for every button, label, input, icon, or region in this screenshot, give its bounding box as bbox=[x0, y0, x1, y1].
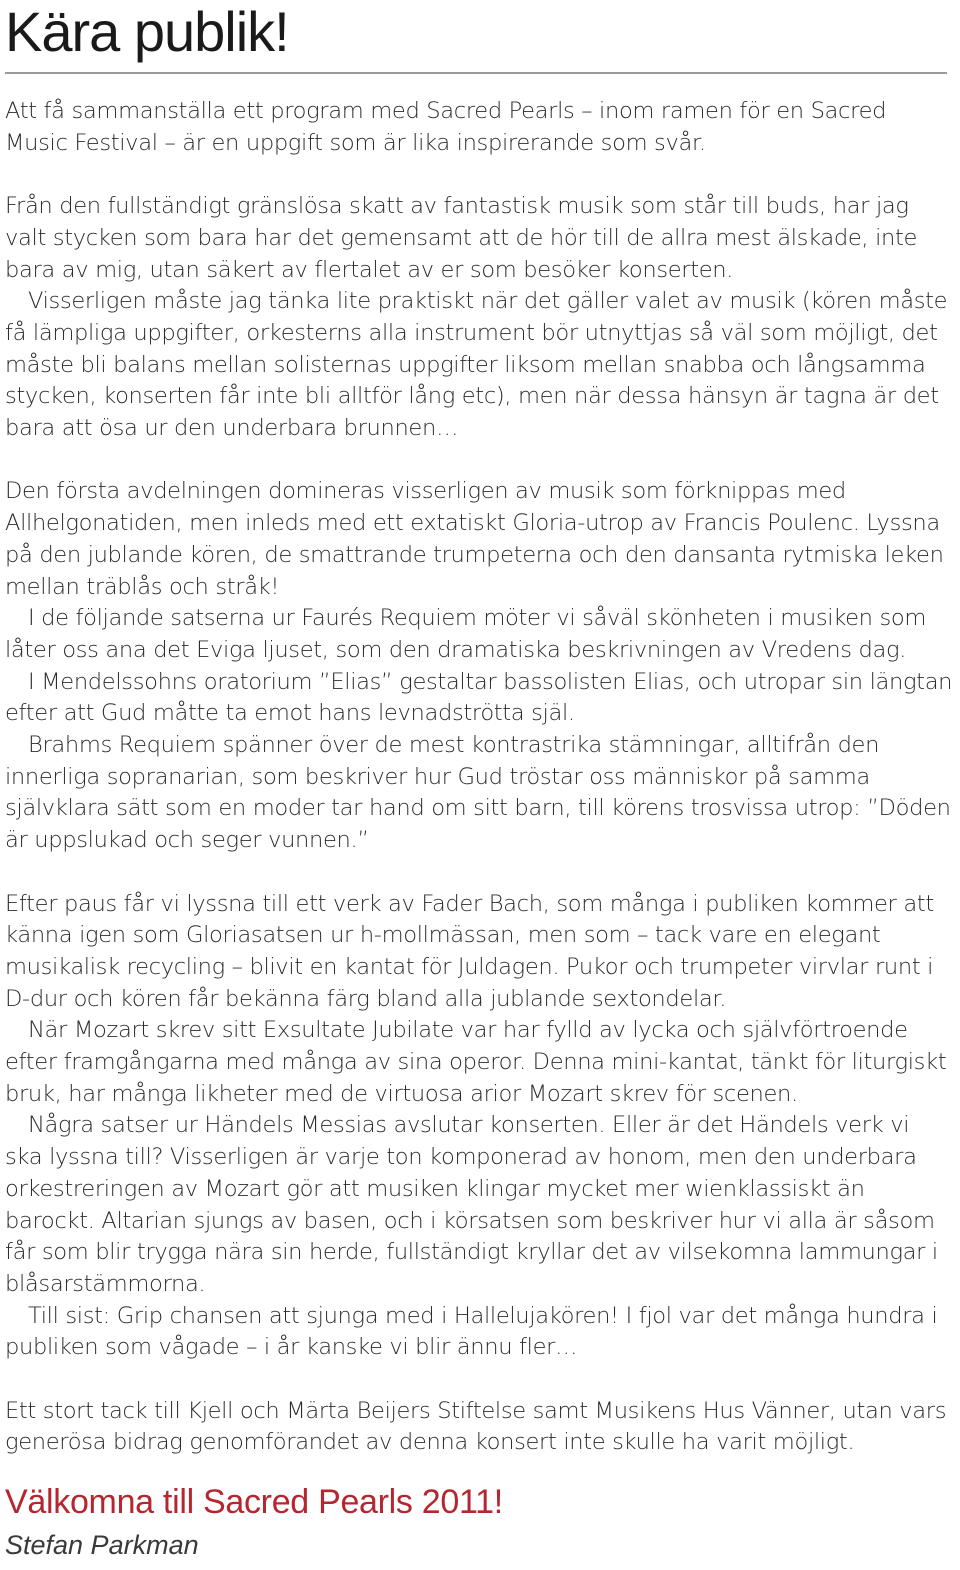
paragraph-mendelssohn: I Mendelssohns oratorium ”Elias” gestaltar bassolisten Elias, och utropar sin längtan efter att Gud måtte ta emot hans levnadströtta själ. bbox=[5, 668, 953, 727]
paragraph-gap bbox=[5, 445, 953, 477]
paragraph-selection: Från den fullständigt gränslösa skatt av fantastisk musik som står till buds, har jag valt stycken som bara har det gemensamt att de hör till de allra mest älskade, inte bara av mig, utan säkert av flertalet av er som besöker konserten. bbox=[5, 193, 918, 283]
page-title: Kära publik! bbox=[5, 0, 289, 63]
paragraph-gap bbox=[5, 159, 953, 191]
paragraph-faure: I de följande satserna ur Faurés Requiem möter vi såväl skönheten i musiken som låter oss ana det Eviga ljuset, som den dramatiska beskrivningen av Vredens dag. bbox=[5, 605, 927, 663]
letter-body bbox=[5, 96, 953, 1459]
paragraph-handel: Några satser ur Händels Messias avslutar konserten. Eller är det Händels verk vi ska lyssna till? Visserligen är varje ton komponerad av honom, men den underbara orkestreringen av Mozart gör att musiken klingar mycket mer wienklassiskt än barockt. Altarian sjungs av basen, och i körsatsen som beskriver hur vi alla är såsom får som blir trygga nära sin herde, fullständigt kryllar det av vilsekomna lammungar i blåsarstämmorna. bbox=[5, 1112, 938, 1297]
paragraph-intro: Att få sammanställa ett program med Sacred Pearls – inom ramen för en Sacred Music Festival – är en uppgift som är lika inspirerande som svår. bbox=[5, 98, 887, 156]
paragraph-bach: Efter paus får vi lyssna till ett verk av Fader Bach, som många i publiken kommer att känna igen som Gloriasatsen ur h-mollmässan, men som – tack vare en elegant musikalisk recycling – blivit en kantat för Juldagen. Pukor och trumpeter virvlar runt i D-dur och kören får bekänna färg bland alla jublande sextondelar. bbox=[5, 890, 934, 1012]
paragraph-thanks: Ett stort tack till Kjell och Märta Beijers Stiftelse samt Musikens Hus Vänner, utan vars generösa bidrag genomförandet av denna konsert inte skulle ha varit möjligt. bbox=[5, 1397, 947, 1456]
paragraph-gap bbox=[5, 1364, 953, 1396]
paragraph-gap bbox=[5, 857, 953, 889]
welcome-heading: Välkomna till Sacred Pearls 2011! bbox=[5, 1483, 503, 1521]
paragraph-first-part: Den första avdelningen domineras visserligen av musik som förknippas med Allhelgonatiden, men inleds med ett extatiskt Gloria-utrop av Francis Poulenc. Lyssna på den jublande kören, de smattrande trumpeterna och den dansanta rytmiska leken mellan träblås och stråk! bbox=[5, 478, 944, 600]
title-divider bbox=[5, 72, 947, 74]
paragraph-brahms: Brahms Requiem spänner över de mest kontrastrika stämningar, alltifrån den innerliga sopranarian, som beskriver hur Gud tröstar oss människor på samma självklara sätt som en moder tar hand om sitt barn, till körens trosvissa utrop: ”Döden är uppslukad och seger vunnen.” bbox=[5, 732, 951, 854]
signature: Stefan Parkman bbox=[5, 1530, 199, 1560]
paragraph-mozart: När Mozart skrev sitt Exsultate Jubilate var har fylld av lycka och självförtroende efter framgångarna med många av sina operor. Denna mini-kantat, tänkt för liturgiskt bruk, har många likheter med de virtuosa arior Mozart skrev för scenen. bbox=[5, 1017, 947, 1107]
paragraph-hallelujah: Till sist: Grip chansen att sjunga med i Hallelujakören! I fjol var det många hundra i publiken som vågade – i år kanske vi blir ännu fler… bbox=[5, 1302, 938, 1361]
paragraph-practical: Visserligen måste jag tänka lite praktiskt när det gäller valet av musik (kören måste få lämpliga uppgifter, orkesterns alla instrument bör utnyttjas så väl som möjligt, det måste bli balans mellan solisternas uppgifter liksom mellan snabba och långsamma stycken, konserten får inte bli alltför lång etc), men när dessa hänsyn är tagna är det bara att ösa ur den underbara brunnen… bbox=[5, 288, 948, 442]
